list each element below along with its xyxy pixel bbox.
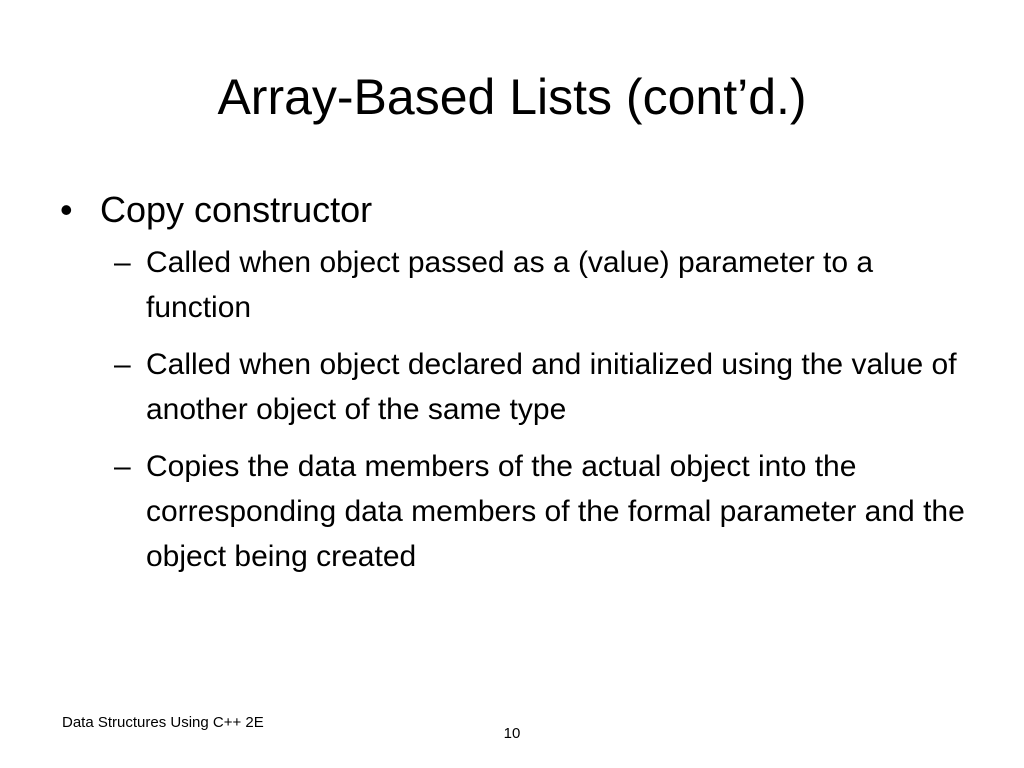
slide-content (58, 186, 978, 591)
sub-bullet-item (114, 342, 978, 432)
sub-bullet-marker: – (114, 348, 131, 381)
sub-bullet-marker: – (114, 246, 131, 279)
page-number: 10 (503, 725, 521, 742)
bullet-marker: • (60, 189, 73, 230)
sub-bullet-item (114, 240, 978, 330)
slide-title: Array-Based Lists (cont’d.) (217, 69, 807, 125)
bullet-item (58, 186, 978, 234)
footer-source: Data Structures Using C++ 2E (62, 714, 264, 731)
sub-bullet-text: Called when object passed as a (value) parameter to a function (146, 246, 874, 324)
bullet-text: Copy constructor (100, 189, 373, 230)
sub-bullet-list (58, 240, 978, 579)
sub-bullet-text: Called when object declared and initialized using the value of another object of the same type (146, 348, 957, 426)
sub-bullet-item (114, 444, 978, 579)
sub-bullet-text: Copies the data members of the actual object into the corresponding data members of the formal parameter and the object being created (146, 450, 965, 573)
sub-bullet-marker: – (114, 450, 131, 483)
